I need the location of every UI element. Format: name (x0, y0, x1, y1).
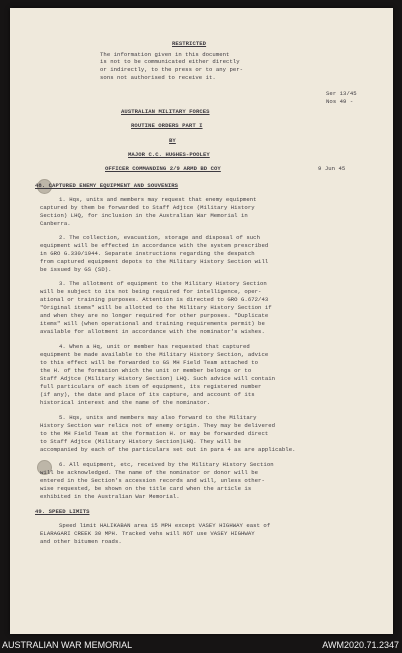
notice-line: or indirectly, to the press or to any per- (100, 66, 244, 73)
para-1-line: 1. Hqs, units and members may request that enemy equipment (59, 196, 257, 203)
para-6-line: will be acknowledged. The name of the nominator or donor will be (40, 469, 259, 476)
para-5-line: to the MH Field Team at the formation H. or may be forwarded direct (40, 430, 269, 437)
major-name: MAJOR C.C. HUGHES-POOLEY (128, 151, 210, 158)
para-2-line: 2. The collection, evacuation, storage and disposal of such (59, 234, 261, 241)
para-4-line: (if any), the date and place of its capture, and account of its (40, 391, 255, 398)
para-6-line: wise requested, be shown on the title card when the article is (40, 485, 252, 492)
para-5-line: History Section war relics not of enemy origin. They may be delivered (40, 422, 276, 429)
para-3-line: and when they are no longer required for other purposes. "Duplicate (40, 312, 269, 319)
para-2-line: in GRO G.330/1944. Separate instructions regarding the despatch (40, 250, 255, 257)
para-3-line: 3. The allotment of equipment to the Military History Section (59, 280, 267, 287)
para-3-line: will be subject to its not being required for intelligence, oper- (40, 288, 262, 295)
para-4-line: full particulars of each item of equipment, its registered number (40, 383, 262, 390)
para-2-line: equipment will be effected in accordance with the system prescribed (40, 242, 269, 249)
para-5-line: 5. Hqs, units and members may also forward to the Military (59, 414, 257, 421)
speed-limit-line: and other bitumen roads. (40, 538, 122, 545)
order-date: 9 Jun 45 (318, 165, 346, 172)
para-1-line: Canberra. (40, 220, 71, 227)
order-numbers: Nos 49 - (326, 98, 354, 105)
para-5-line: to Staff Adjtce (Military History Section)LHQ. They will be (40, 438, 242, 445)
notice-line: The information given in this document (100, 51, 230, 58)
serial-number: Ser 13/45 (326, 90, 357, 97)
para-6-line: exhibited in the Australian War Memorial. (40, 493, 180, 500)
para-4-line: 4. When a Hq, unit or member has requested that captured (59, 343, 250, 350)
archive-credit: AUSTRALIAN WAR MEMORIAL (2, 640, 133, 650)
para-3-line: items" will (when operational and training requirements permit) be (40, 320, 265, 327)
para-3-line: available for allotment in accordance with the nominator's wishes. (40, 328, 265, 335)
para-6-line: 6. All equipment, etc, received by the Military History Section (59, 461, 274, 468)
section-48-title: 48. CAPTURED ENEMY EQUIPMENT AND SOUVENIRS (35, 182, 179, 189)
speed-limit-line: ELARAGARI CREEK 30 MPH. Tracked vehs will NOT use VASEY HIGHWAY (40, 530, 255, 537)
para-1-line: Section) LHQ, for inclusion in the Australian War Memorial in (40, 212, 248, 219)
para-2-line: be issued by GS (SD). (40, 266, 112, 273)
para-5-line: accompanied by each of the particulars set out in para 4 as are applicable. (40, 446, 296, 453)
by-label: BY (169, 137, 176, 144)
title-amf: AUSTRALIAN MILITARY FORCES (121, 108, 210, 115)
para-4-line: historical interest and the name of the nominator. (40, 399, 211, 406)
accession-number: AWM2020.71.2347 (322, 640, 399, 650)
section-49-title: 49. SPEED LIMITS (35, 508, 90, 515)
para-3-line: "Original items" will be allotted to the Military History Section if (40, 304, 272, 311)
title-routine-orders: ROUTINE ORDERS PART I (131, 122, 203, 129)
notice-line: is not to be communicated either directly (100, 58, 240, 65)
para-4-line: to this effect will be forwarded to GS MH Field Team attached to (40, 359, 259, 366)
para-6-line: entered in the Section's accession records and will, unless other- (40, 477, 265, 484)
officer-commanding: OFFICER COMMANDING 2/9 ARMD BD COY (105, 165, 221, 172)
para-4-line: the H. of the formation which the unit or member belongs or to (40, 367, 252, 374)
para-2-line: from captured equipment depots to the Military History Section will (40, 258, 269, 265)
para-4-line: Staff Adjtce (Military History Section) LHQ. Such advice will contain (40, 375, 276, 382)
speed-limit-line: Speed limit HALIKABAN area 15 MPH except VASEY HIGHWAY east of (59, 522, 271, 529)
para-4-line: equipment be made available to the Military History Section, advice (40, 351, 269, 358)
notice-line: sons not authorised to receive it. (100, 74, 216, 81)
restricted-label: RESTRICTED (172, 40, 207, 47)
para-3-line: ational or training purposes. Attention is directed to GRO G.672/43 (40, 296, 269, 303)
para-1-line: captured by them be forwarded to Staff Adjtce (Military History (40, 204, 255, 211)
